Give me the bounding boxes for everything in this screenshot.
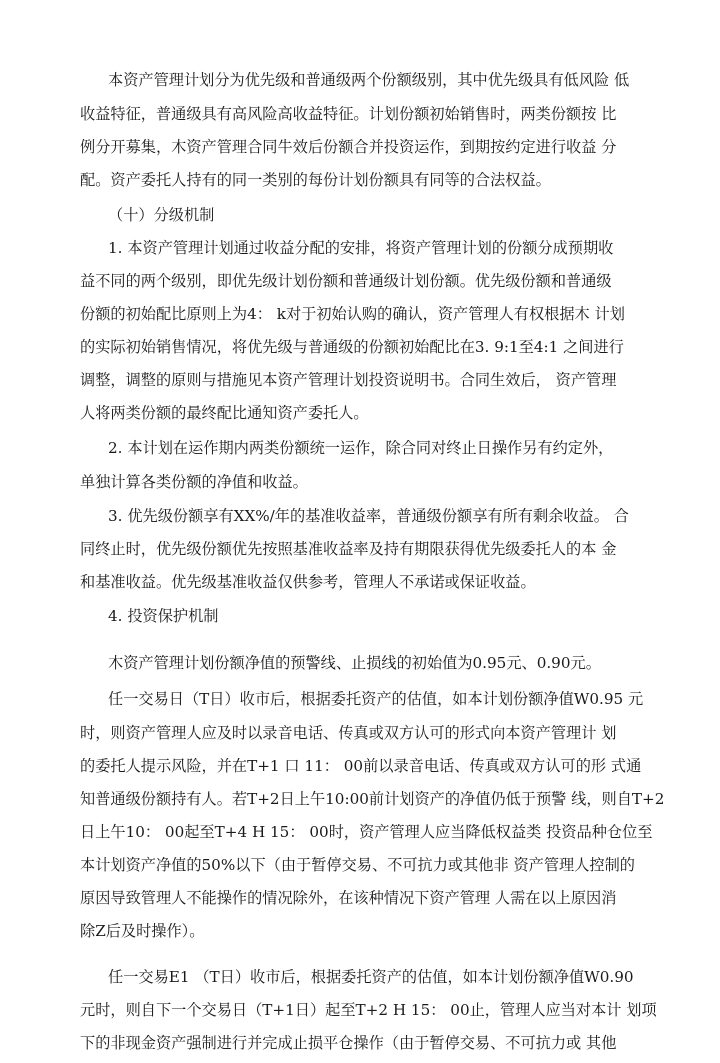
paragraph-line: 下的非现金资产强制进行并完成止损平仓操作（由于暂停交易、不可抗力或 其他 bbox=[80, 1034, 617, 1052]
paragraph-line: 同终止时，优先级份额优先按照基准收益率及持有期限获得优先级委托人的本 金 bbox=[80, 540, 617, 558]
paragraph-line: 本计划资产净值的50%以下（由于暂停交易、不可抗力或其他非 资产管理人控制的 bbox=[80, 856, 635, 874]
paragraph-line: 人将两类份额的最终配比通知资产委托人。 bbox=[80, 404, 369, 422]
paragraph-line: 配。资产委托人持有的同一类别的每份计划份额具有同等的合法权益。 bbox=[80, 171, 551, 189]
paragraph-line: 单独计算各类份额的净值和收益。 bbox=[80, 473, 308, 491]
paragraph-line: 例分开募集，木资产管理合同牛效后份额合并投资运作，到期按约定进行收益 分 bbox=[80, 138, 617, 156]
paragraph-line: 除Z后及时操作）。 bbox=[80, 922, 205, 940]
paragraph-line: 日上午10： 00起至T+4 H 15： 00时，资产管理人应当降低权益类 投资品种仓位至 bbox=[80, 823, 653, 841]
section-heading: 4. 投资保护机制 bbox=[108, 607, 219, 625]
paragraph-line: 份额的初始配比原则上为4： k对于初始认购的确认，资产管理人有权根据木 计划 bbox=[80, 305, 625, 323]
paragraph-line: 益不同的两个级别，即优先级计划份额和普通级计划份额。优先级份额和普通级 bbox=[80, 272, 612, 290]
paragraph-line: 的实际初始销售情况，将优先级与普通级的份额初始配比在3. 9:1至4:1 之间进行 bbox=[80, 338, 624, 356]
paragraph-line: 1. 本资产管理计划通过收益分配的安排，将资产管理计划的份额分成预期收 bbox=[108, 239, 614, 257]
section-heading: （十）分级机制 bbox=[108, 206, 215, 224]
paragraph-line: 木资产管理计划份额净值的预警线、止损线的初始值为0.95元、0.90元。 bbox=[108, 654, 601, 672]
paragraph-line: 收益特征，普通级具有高风险高收益特征。计划份额初始销售时，两类份额按 比 bbox=[80, 105, 617, 123]
paragraph-line: 2. 本计划在运作期内两类份额统一运作，除合同对终止日操作另有约定外， bbox=[108, 439, 614, 457]
paragraph-line: 本资产管理计划分为优先级和普通级两个份额级别，其中优先级具有低风险 低 bbox=[108, 71, 630, 89]
paragraph-line: 元时，则自下一个交易日（T+1日）起至T+2 H 15： 00止，管理人应当对本计 划项 bbox=[80, 1001, 657, 1019]
paragraph-line: 原因导致管理人不能操作的情况除外，在该种情况下资产管理 人需在以上原因消 bbox=[80, 889, 617, 907]
paragraph-line: 任一交易E1 （T日）收市后，根据委托资产的估值，如本计划份额净值W0.90 bbox=[108, 968, 634, 986]
paragraph-line: 和基准收益。优先级基准收益仅供参考，管理人不承诺或保证收益。 bbox=[80, 573, 536, 591]
paragraph-line: 时，则资产管理人应及时以录音电话、传真或双方认可的形式向本资产管理计 划 bbox=[80, 724, 617, 742]
paragraph-line: 的委托人提示风险，并在T+1 口 11： 00前以录音电话、传真或双方认可的形 式通 bbox=[80, 757, 642, 775]
paragraph-line: 3. 优先级份额享有XX%/年的基准收益率，普通级份额享有所有剩余收益。 合 bbox=[108, 507, 629, 525]
paragraph-line: 调整，调整的原则与措施见本资产管理计划投资说明书。合同生效后， 资产管理 bbox=[80, 371, 617, 389]
paragraph-line: 知普通级份额持有人。若T+2日上午10:00前计划资产的净值仍低于预警 线，则自T+2 bbox=[80, 790, 665, 808]
paragraph-line: 任一交易日（T日）收市后，根据委托资产的估值，如本计划份额净值W0.95 元 bbox=[108, 690, 644, 708]
